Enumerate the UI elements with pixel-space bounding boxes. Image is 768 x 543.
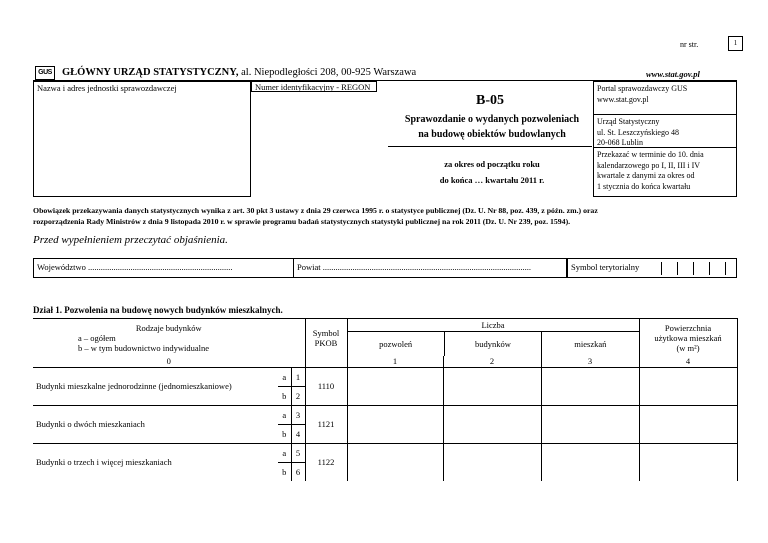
section1-title: Dział 1. Pozwolenia na budowę nowych budynków mieszkalnych. (33, 305, 283, 315)
org-header (62, 67, 416, 78)
area-header (639, 319, 737, 357)
col1-header: pozwoleń (379, 339, 413, 349)
table-row (33, 367, 737, 386)
row-number: 1 (291, 367, 305, 386)
col1-number: 1 (347, 356, 443, 367)
row-variant-b: b (282, 466, 287, 477)
office-line2: ul. St. Leszczyńskiego 48 (597, 127, 679, 137)
row-name: Budynki o trzech i więcej mieszkaniach (36, 457, 172, 468)
regon-box[interactable] (251, 81, 377, 92)
input-cell[interactable] (443, 386, 541, 405)
portal-box (593, 81, 737, 115)
row-variant-b: b (278, 424, 291, 443)
input-cell[interactable] (639, 367, 737, 386)
count-header: Liczba (348, 319, 639, 332)
input-cell[interactable] (443, 405, 541, 424)
regon-label: Numer identyfikacyjny - REGON (255, 82, 371, 92)
row-variant-a: a (278, 405, 291, 424)
input-cell[interactable] (347, 424, 443, 443)
deadline-line4: 1 stycznia do końca kwartału (597, 181, 691, 191)
legal-line1: Obowiązek przekazywania danych statystycznych wynika z art. 30 pkt 3 ustawy z dnia 29 czerwca 1995 r. o statystyce publicznej (Dz. U. Nr 88, poz. 439, z późn. zm.) oraz (33, 206, 598, 215)
reporting-unit-label: Nazwa i adres jednostki sprawozdawczej (37, 83, 177, 93)
row-variant-a: a (278, 367, 291, 386)
input-cell[interactable] (443, 443, 541, 462)
col2-number: 2 (443, 356, 541, 367)
input-cell[interactable] (639, 405, 737, 424)
row-number: 6 (291, 462, 305, 481)
title-divider (388, 146, 592, 147)
form-title (386, 112, 598, 142)
col0-title: Rodzaje budynków (135, 322, 202, 333)
org-name: GŁÓWNY URZĄD STATYSTYCZNY, (62, 67, 239, 78)
input-cell[interactable] (639, 386, 737, 405)
symbol-digit-divider (709, 262, 710, 275)
input-cell[interactable] (541, 462, 639, 481)
row-pkob: 1122 (305, 443, 347, 481)
input-cell[interactable] (541, 367, 639, 386)
row-number: 4 (291, 424, 305, 443)
input-cell[interactable] (541, 424, 639, 443)
form-title-line1: Sprawozdanie o wydanych pozwoleniach (404, 114, 580, 125)
legal-basis (33, 205, 737, 227)
reporting-unit-box[interactable] (33, 81, 251, 197)
input-cell[interactable] (639, 424, 737, 443)
pkob-header-line2: PKOB (314, 337, 338, 348)
row-number: 2 (291, 386, 305, 405)
input-cell[interactable] (639, 462, 737, 481)
area-header-line1: Powierzchnia (664, 322, 712, 333)
form-code: B-05 (476, 93, 504, 108)
period-line1: za okres od początku roku (444, 159, 540, 169)
symbol-digit-divider (693, 262, 694, 275)
portal-url[interactable]: www.stat.gov.pl (597, 94, 649, 104)
area-header-line2: użytkowa mieszkań (654, 332, 722, 343)
deadline-line3: kwartale z danymi za okres od (597, 171, 695, 180)
territorial-symbol-label: Symbol terytorialny (571, 262, 640, 272)
row-variant-a: a (278, 443, 291, 462)
table-row (33, 443, 737, 462)
office-line1: Urząd Statystyczny (597, 117, 660, 126)
pkob-number (305, 356, 347, 367)
input-cell[interactable] (443, 462, 541, 481)
form-title-line2: na budowę obiektów budowlanych (418, 129, 566, 140)
deadline-box (593, 147, 737, 197)
col0-a: a – ogółem (78, 332, 116, 343)
row-pkob: 1110 (305, 367, 347, 405)
gus-logo: GUS (35, 66, 55, 80)
section1-table (33, 318, 738, 481)
portal-line1: Portal sprawozdawczy GUS (597, 84, 688, 93)
statistical-office-box (593, 114, 737, 148)
instructions-notice: Przed wypełnieniem przeczytać objaśnienia. (33, 234, 228, 246)
symbol-digit-divider (661, 262, 662, 275)
row-pkob: 1121 (305, 405, 347, 443)
org-address: al. Niepodległości 208, 00-925 Warszawa (241, 67, 417, 78)
input-cell[interactable] (347, 405, 443, 424)
page-number-box: 1 (728, 36, 743, 51)
col4-number: 4 (639, 356, 737, 367)
page-number-label: nr str. (680, 40, 699, 49)
website-link[interactable]: www.stat.gov.pl (646, 69, 700, 79)
county-field[interactable]: Powiat .................................................................................................. (293, 258, 567, 278)
row-name: Budynki mieszkalne jednorodzinne (jednomieszkaniowe) (36, 381, 232, 391)
period-line2: do końca … kwartału 2011 r. (439, 175, 545, 185)
territorial-symbol-field[interactable] (567, 258, 737, 278)
table-row (33, 405, 737, 424)
col0-header (33, 319, 305, 357)
input-cell[interactable] (639, 443, 737, 462)
input-cell[interactable] (443, 424, 541, 443)
legal-line2: rozporządzenia Rady Ministrów z dnia 9 listopada 2010 r. w sprawie programu badań statystycznych statystyki publicznej na rok 2011 (Dz. U. Nr 239, poz. 1594). (33, 217, 571, 226)
col2-header: budynków (444, 332, 541, 356)
pkob-header-line1: Symbol (312, 327, 340, 338)
area-header-line3: (w m²) (676, 342, 700, 353)
office-line3: 20-068 Lublin (597, 138, 643, 147)
row-variant-b: b (278, 386, 291, 405)
input-cell[interactable] (541, 386, 639, 405)
row-name: Budynki o dwóch mieszkaniach (33, 405, 278, 443)
input-cell[interactable] (347, 443, 443, 462)
input-cell[interactable] (347, 367, 443, 386)
voivodeship-field[interactable]: Województwo .................................................................... (33, 258, 294, 278)
deadline-line2: kalendarzowego po I, II, III i IV (597, 160, 701, 170)
input-cell[interactable] (443, 367, 541, 386)
count-header-group (347, 319, 639, 357)
input-cell[interactable] (347, 462, 443, 481)
col0-number: 0 (33, 356, 305, 367)
symbol-digit-divider (677, 262, 678, 275)
input-cell[interactable] (541, 443, 639, 462)
input-cell[interactable] (347, 386, 443, 405)
symbol-digit-divider (725, 262, 726, 275)
pkob-header (305, 319, 347, 357)
row-number: 3 (291, 405, 305, 424)
col3-header: mieszkań (541, 332, 638, 356)
reporting-period (386, 156, 598, 188)
col3-number: 3 (541, 356, 639, 367)
input-cell[interactable] (541, 405, 639, 424)
deadline-line1: Przekazać w terminie do 10. dnia (597, 150, 704, 159)
col0-b: b – w tym budownictwo indywidualne (78, 342, 210, 353)
row-number: 5 (291, 443, 305, 462)
